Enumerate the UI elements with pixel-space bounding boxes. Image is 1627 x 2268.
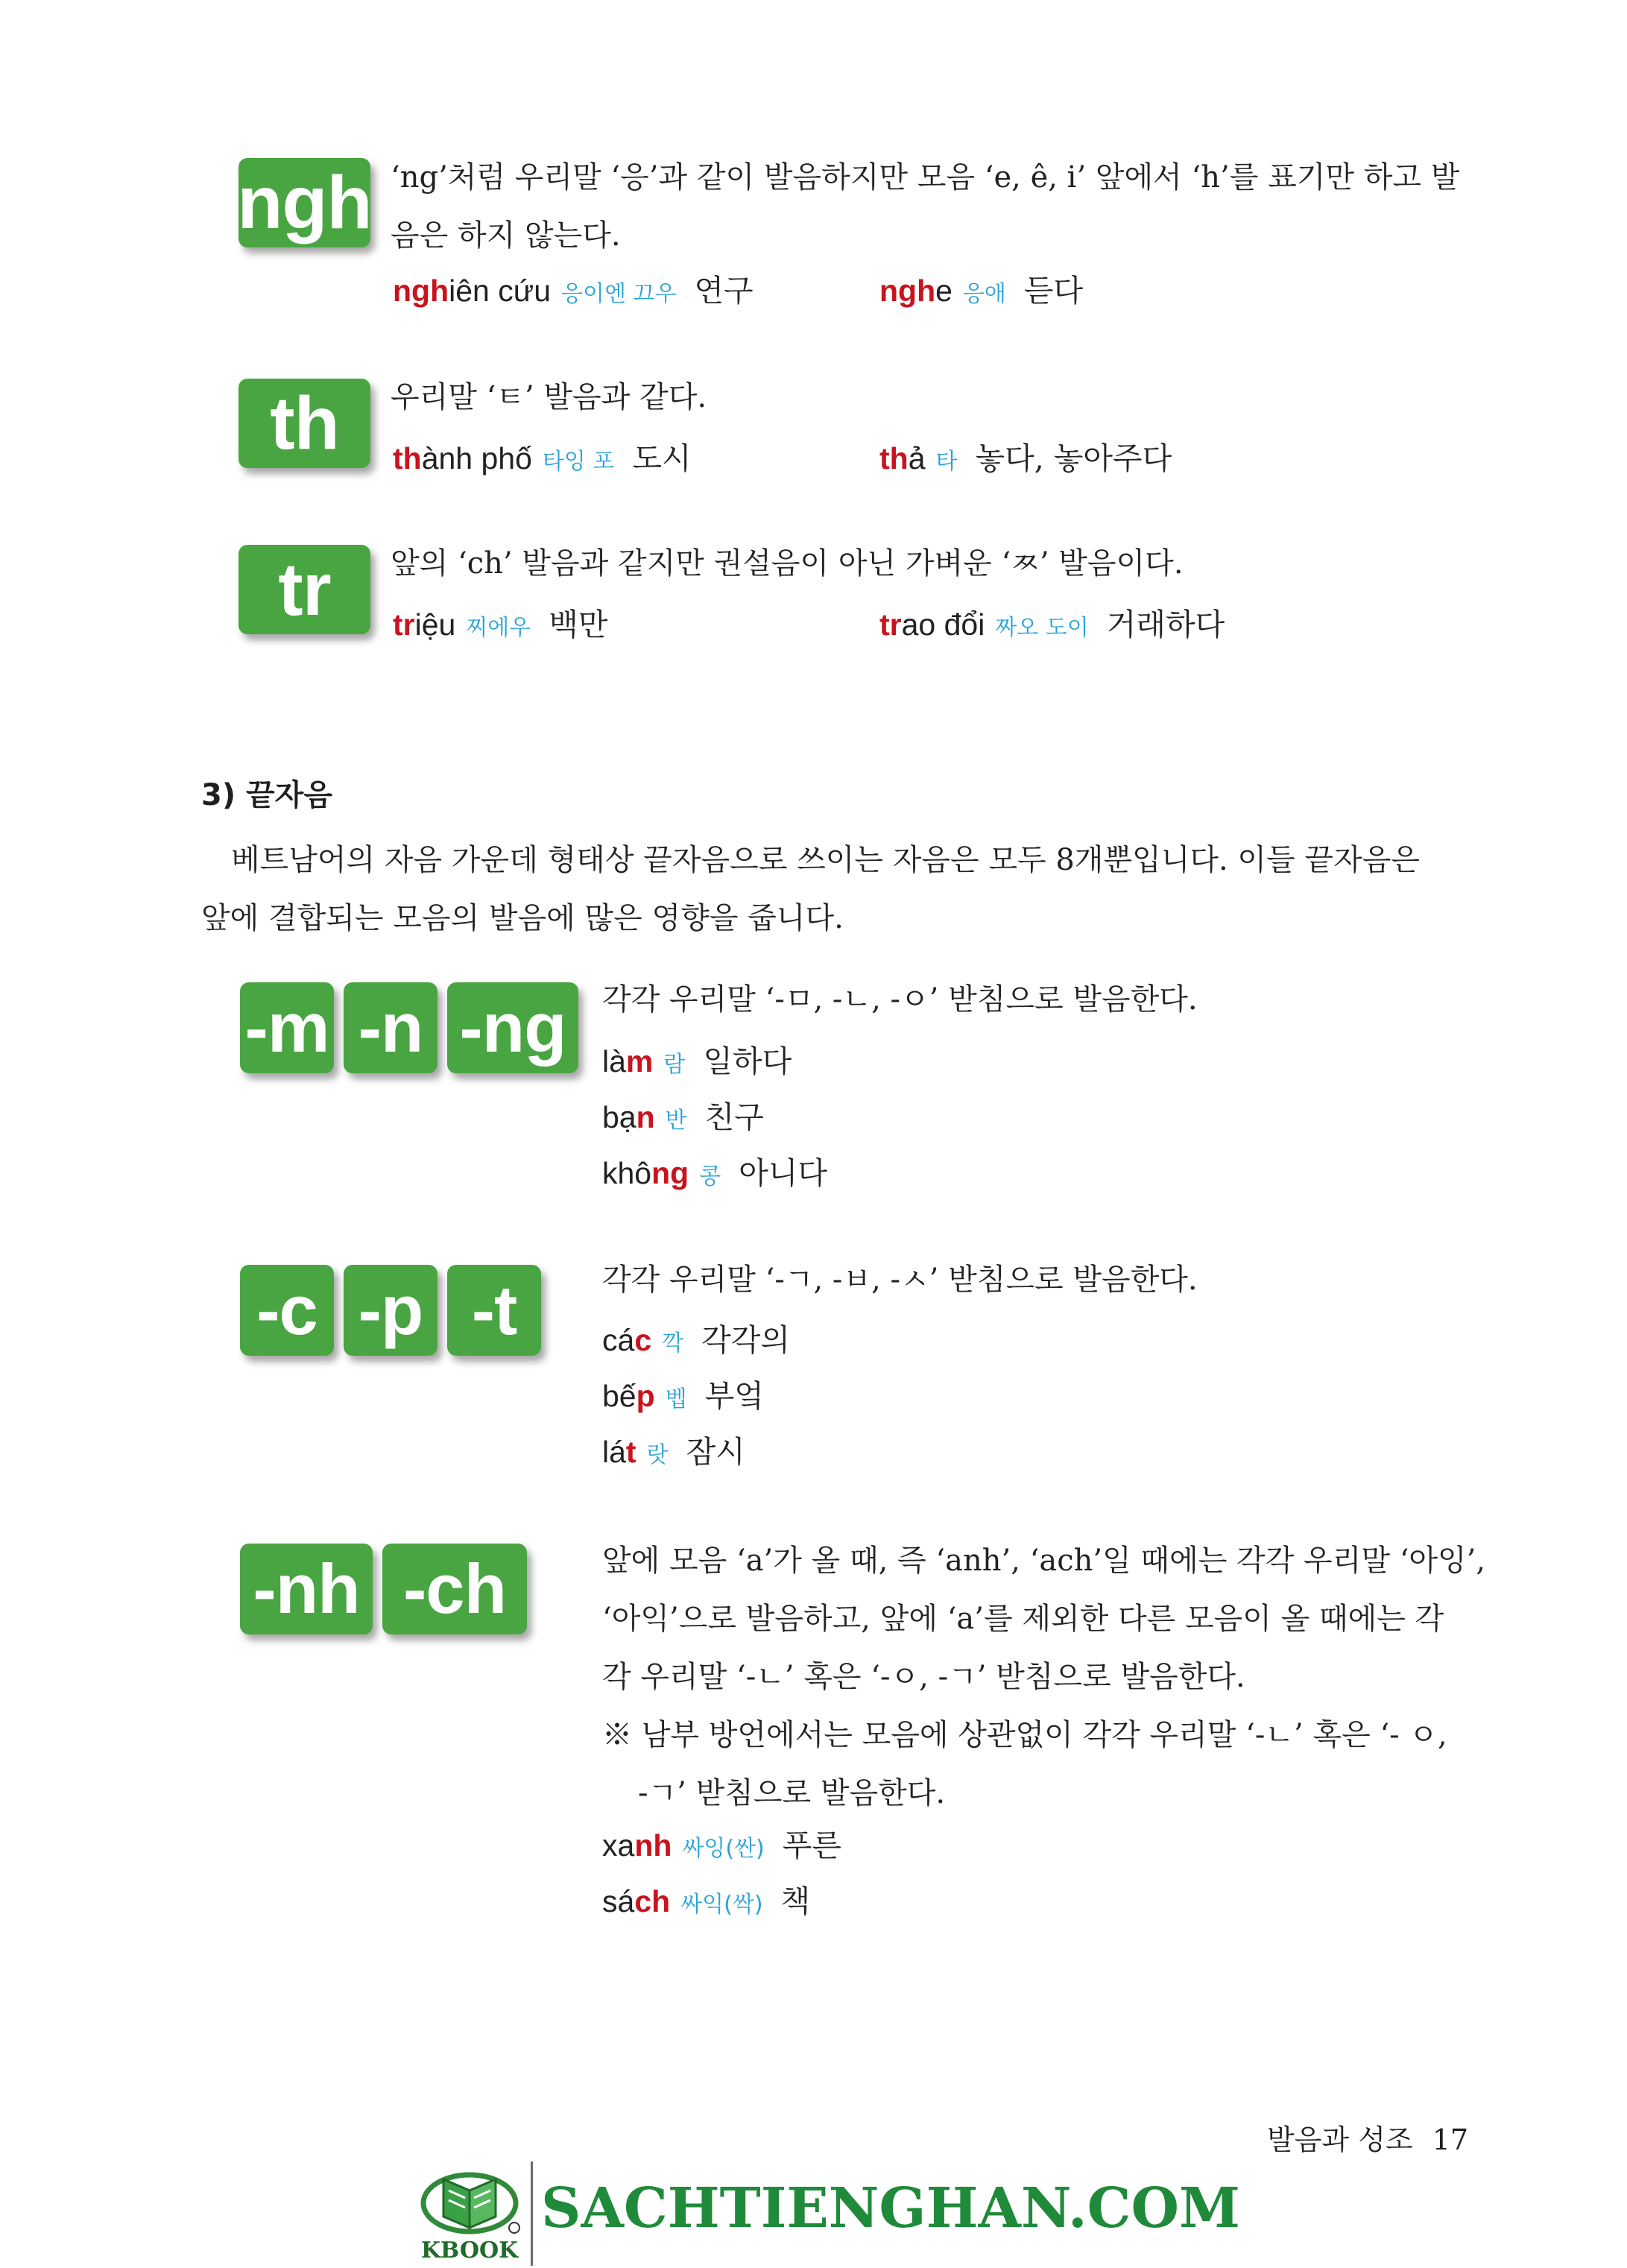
footer-label: 발음과 성조 bbox=[1267, 2123, 1413, 2156]
highlight: tr bbox=[879, 607, 902, 642]
tile-label: -m bbox=[244, 988, 329, 1067]
vietnamese-word bbox=[602, 1435, 636, 1469]
word-pre: bế bbox=[602, 1379, 636, 1413]
pronunciation: 깍 bbox=[662, 1330, 684, 1356]
pronunciation: 싸잉(싼) bbox=[682, 1836, 765, 1862]
word-rest: ành phố bbox=[421, 441, 532, 476]
tile-label: -t bbox=[471, 1271, 517, 1349]
highlight: n bbox=[636, 1100, 655, 1134]
word-pre: cá bbox=[602, 1323, 635, 1357]
consonant-description bbox=[391, 368, 707, 426]
word-pre: bạ bbox=[602, 1100, 636, 1134]
final-tile-ng bbox=[447, 982, 578, 1073]
pronunciation: 응애 bbox=[962, 281, 1006, 307]
vietnamese-word bbox=[879, 441, 926, 476]
vietnamese-word bbox=[602, 1379, 655, 1413]
pronunciation: 싸익(싹) bbox=[680, 1892, 763, 1918]
korean-meaning: 듣다 bbox=[1023, 273, 1084, 309]
final-tile-c bbox=[240, 1265, 334, 1356]
highlight: th bbox=[879, 441, 909, 476]
example-item bbox=[393, 434, 692, 478]
intro-line: 앞에 결합되는 모음의 발음에 많은 영향을 줍니다. bbox=[201, 901, 844, 935]
description-line: ‘아익’으로 발음하고, 앞에 ‘a’를 제외한 다른 모음이 올 때에는 각 bbox=[602, 1602, 1444, 1636]
word-rest: ả bbox=[908, 441, 926, 476]
example-item bbox=[879, 266, 1083, 310]
example-item bbox=[602, 1821, 841, 1865]
vietnamese-word bbox=[393, 607, 455, 642]
example-item bbox=[602, 1877, 810, 1921]
highlight: p bbox=[636, 1379, 655, 1413]
vietnamese-word bbox=[602, 1323, 651, 1357]
description-line: 음은 하지 않는다. bbox=[391, 218, 621, 253]
highlight: t bbox=[625, 1435, 636, 1469]
vietnamese-word bbox=[393, 441, 532, 476]
description-line: 각 우리말 ‘-ㄴ’ 혹은 ‘-ㅇ, -ㄱ’ 받침으로 발음한다. bbox=[602, 1660, 1245, 1694]
korean-meaning: 각각의 bbox=[701, 1322, 790, 1358]
consonant-tile-tr bbox=[238, 545, 370, 634]
logo-divider bbox=[531, 2161, 533, 2266]
kbook-logo bbox=[410, 2157, 529, 2264]
highlight: c bbox=[634, 1323, 652, 1357]
final-description bbox=[602, 1532, 1485, 1822]
word-rest: iên cứu bbox=[449, 274, 551, 308]
vietnamese-word bbox=[602, 1156, 689, 1190]
vietnamese-word bbox=[602, 1100, 655, 1134]
pronunciation: 콩 bbox=[699, 1163, 721, 1190]
final-description: 각각 우리말 ‘-ㄱ, -ㅂ, -ㅅ’ 받침으로 발음한다. bbox=[602, 1263, 1198, 1297]
korean-meaning: 아니다 bbox=[739, 1155, 828, 1191]
highlight: ch bbox=[634, 1884, 671, 1918]
final-tile-nh bbox=[240, 1544, 373, 1634]
consonant-tile-th bbox=[238, 379, 370, 468]
final-tile-p bbox=[344, 1265, 437, 1356]
word-pre: xa bbox=[602, 1828, 635, 1863]
page-footer bbox=[1267, 2117, 1468, 2158]
pronunciation: 랏 bbox=[646, 1442, 669, 1468]
example-item bbox=[602, 1315, 790, 1359]
note-line: -ㄱ’ 받침으로 발음한다. bbox=[638, 1776, 946, 1810]
tile-label: th bbox=[270, 382, 339, 465]
korean-meaning: 연구 bbox=[694, 273, 754, 309]
example-item bbox=[602, 1037, 792, 1081]
final-description: 각각 우리말 ‘-ㅁ, -ㄴ, -ㅇ’ 받침으로 발음한다. bbox=[602, 982, 1198, 1017]
description-line: ‘ng’처럼 우리말 ‘응’과 같이 발음하지만 모음 ‘e, ê, i’ 앞에서 ‘h’를 표기만 하고 발 bbox=[391, 160, 1460, 195]
word-rest: ao đổi bbox=[901, 607, 985, 642]
highlight: ngh bbox=[393, 274, 449, 308]
word-rest: iệu bbox=[414, 607, 456, 642]
word-pre: sá bbox=[602, 1884, 635, 1918]
example-item bbox=[602, 1427, 745, 1471]
tile-label: -p bbox=[358, 1271, 423, 1349]
tile-label: -n bbox=[358, 988, 423, 1067]
final-tile-t bbox=[447, 1265, 541, 1356]
example-item bbox=[879, 434, 1172, 478]
pronunciation: 타잉 포 bbox=[542, 449, 615, 475]
pronunciation: 짜오 도이 bbox=[995, 615, 1089, 641]
word-pre: là bbox=[602, 1044, 626, 1078]
highlight: ng bbox=[651, 1156, 689, 1190]
word-pre: khô bbox=[602, 1156, 652, 1190]
tile-label: -ch bbox=[403, 1550, 506, 1628]
page-number: 17 bbox=[1432, 2123, 1469, 2156]
korean-meaning: 부엌 bbox=[704, 1378, 764, 1414]
tile-label: ngh bbox=[237, 161, 372, 244]
description-line: 앞의 ‘ch’ 발음과 같지만 권설음이 아닌 가벼운 ‘ㅉ’ 발음이다. bbox=[391, 546, 1184, 581]
tile-label: tr bbox=[278, 548, 331, 631]
pronunciation: 응이엔 끄우 bbox=[561, 281, 677, 307]
pronunciation: 반 bbox=[665, 1108, 687, 1134]
final-tile-m bbox=[240, 982, 334, 1073]
brand-text: SACHTIENGHAN.COM bbox=[541, 2176, 1240, 2240]
korean-meaning: 백만 bbox=[549, 607, 608, 642]
korean-meaning: 거래하다 bbox=[1106, 607, 1225, 642]
korean-meaning: 친구 bbox=[704, 1099, 764, 1135]
final-tile-n bbox=[344, 982, 437, 1073]
note-line: ※ 남부 방언에서는 모음에 상관없이 각각 우리말 ‘-ㄴ’ 혹은 ‘- ㅇ, bbox=[602, 1718, 1447, 1752]
example-item bbox=[602, 1371, 764, 1415]
logo-text: KBOOK bbox=[420, 2237, 519, 2264]
highlight: m bbox=[625, 1044, 654, 1078]
korean-meaning: 잠시 bbox=[686, 1434, 745, 1470]
word-pre: lá bbox=[602, 1435, 626, 1469]
section-intro bbox=[201, 831, 1420, 947]
vietnamese-word bbox=[602, 1828, 672, 1863]
pronunciation: 람 bbox=[663, 1052, 686, 1078]
example-item bbox=[393, 600, 608, 644]
highlight: tr bbox=[393, 607, 415, 642]
consonant-tile-ngh bbox=[238, 158, 370, 247]
example-item bbox=[393, 266, 754, 310]
vietnamese-word bbox=[602, 1884, 670, 1918]
example-item bbox=[879, 600, 1225, 644]
example-item bbox=[602, 1149, 827, 1193]
consonant-description bbox=[391, 148, 1471, 265]
korean-meaning: 놓다, 놓아주다 bbox=[975, 440, 1172, 476]
highlight: ngh bbox=[879, 274, 936, 308]
tile-label: -c bbox=[256, 1271, 317, 1349]
korean-meaning: 일하다 bbox=[703, 1043, 792, 1079]
book-icon bbox=[410, 2157, 529, 2239]
vietnamese-word bbox=[602, 1044, 653, 1078]
section-title: 3) 끝자음 bbox=[201, 778, 332, 812]
vietnamese-word bbox=[879, 607, 985, 642]
korean-meaning: 도시 bbox=[632, 440, 692, 476]
final-tile-ch bbox=[382, 1544, 527, 1634]
korean-meaning: 책 bbox=[780, 1883, 811, 1919]
consonant-description bbox=[391, 534, 1184, 593]
tile-label: -nh bbox=[253, 1550, 360, 1628]
description-line: 앞에 모음 ‘a’가 올 때, 즉 ‘anh’, ‘ach’일 때에는 각각 우리말 ‘아잉’, bbox=[602, 1544, 1486, 1578]
tile-label: -ng bbox=[459, 988, 566, 1067]
pronunciation: 벱 bbox=[665, 1386, 687, 1412]
vietnamese-word bbox=[879, 274, 952, 308]
highlight: nh bbox=[634, 1828, 672, 1863]
vietnamese-word bbox=[393, 274, 551, 308]
korean-meaning: 푸른 bbox=[782, 1828, 841, 1863]
example-item bbox=[602, 1093, 764, 1137]
word-rest: e bbox=[935, 274, 952, 308]
description-line: 우리말 ‘ㅌ’ 발음과 같다. bbox=[391, 380, 707, 414]
highlight: th bbox=[393, 441, 422, 476]
pronunciation: 타 bbox=[935, 449, 958, 475]
intro-line: 베트남어의 자음 가운데 형태상 끝자음으로 쓰이는 자음은 모두 8개뿐입니다. 이들 끝자음은 bbox=[231, 843, 1420, 877]
pronunciation: 찌에우 bbox=[466, 615, 531, 641]
